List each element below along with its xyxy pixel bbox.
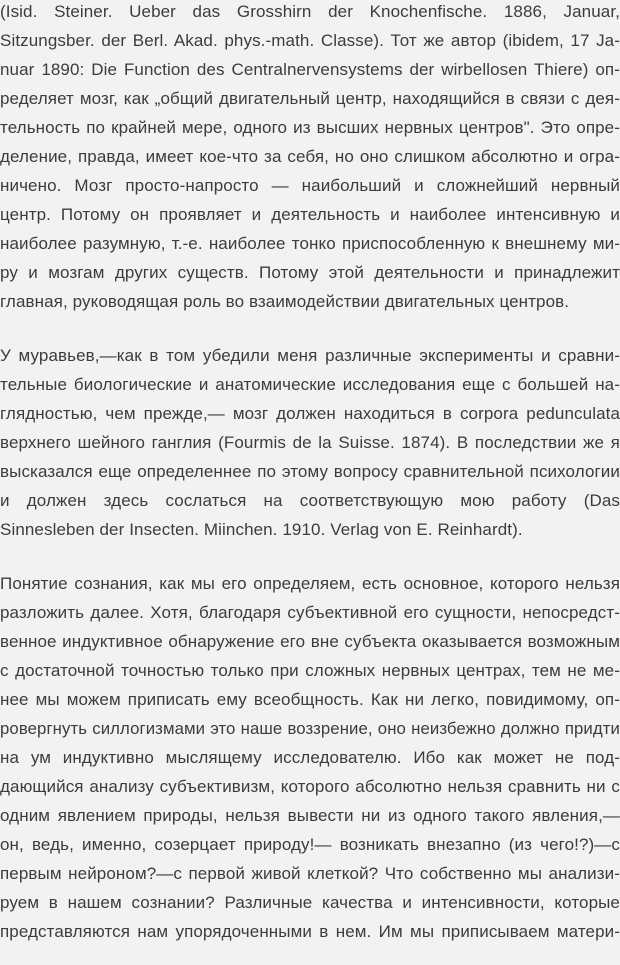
text-line: руем в нашем сознании? Различные качества и интенсивности, которые [0,893,620,912]
text-line: ровергнуть силлогизмами это наше воззрение, оно неизбежно должно придти [0,719,620,738]
text-line: первым нейроном?—с первой живой клеткой? Что собственно мы анализи- [0,864,620,883]
text-line: тельность по крайней мере, одного из высших нервных центров". Это опре- [0,118,620,137]
text-line: высказался еще определеннее по этому вопросу сравнительной психологии [0,462,620,481]
text-line: Sinnesleben der Insecten. Miinchen. 1910. Verlag von E. Reinhardt). [0,520,523,539]
text-line: одним явлением природы, нельзя вывести ни из одного такого явления,— [0,806,620,825]
text-line: ределяет мозг, как „общий двигательный центр, находящийся в связи с дея- [0,89,620,108]
text-line: верхнего шейного ганглия (Fourmis de la Suisse. 1874). В последствии же я [0,433,620,452]
text-line: глядностью, чем прежде,— мозг должен находиться в corpora pedunculata [0,404,620,423]
paragraph-1 [0,0,620,316]
text-line: центр. Потому он проявляет и деятельность и наиболее интенсивную и [0,205,620,224]
text-line: Понятие сознания, как мы его определяем, есть основное, которого нельзя [0,574,620,593]
text-line: Sitzungsber. der Berl. Akad. phys.-math. Classe). Тот же автор (ibidem, 17 Ja- [0,31,620,50]
text-line: ру и мозгам других существ. Потому этой деятельности и принадлежит [0,263,620,282]
text-line: он, ведь, именно, созерцает природу!— возникать внезапно (из чего!?)—с [0,835,620,854]
paragraph-3 [0,569,620,946]
text-line: ничено. Мозг просто-напросто — наибольший и сложнейший нервный [0,176,620,195]
text-line: венное индуктивное обнаружение его вне субъекта оказывается возможным [0,632,620,651]
text-line: представляются нам упорядоченными в нем. Им мы приписываем матери- [0,922,620,941]
text-line: деление, правда, имеет кое-что за себя, но оно слишком абсолютно и огра- [0,147,620,166]
text-line: на ум индуктивно мыслящему исследователю. Ибо как может не под- [0,748,620,767]
text-line: дающийся анализу субъективизм, которого абсолютно нельзя сравнить ни с [0,777,620,796]
text-line: и должен здесь сослаться на соответствующую мою работу (Das [0,491,620,510]
text-line: нее мы можем приписать ему всеобщность. Как ни легко, повидимому, оп- [0,690,620,709]
text-line: У муравьев,—как в том убедили меня различные эксперименты и сравни- [0,346,620,365]
text-line: наиболее разумную, т.-е. наиболее тонко приспособленную к внешнему ми- [0,234,620,253]
text-line: разложить далее. Хотя, благодаря субъективной его сущности, непосредст- [0,603,620,622]
text-line: главная, руководящая роль во взаимодействии двигательных центров. [0,292,570,311]
text-line: (Isid. Steiner. Ueber das Grosshirn der Knochenfische. 1886, Januar, [0,2,620,21]
text-line: nuar 1890: Die Function des Centralnervensystems der wirbellosen Thiere) оп- [0,60,620,79]
text-line: с достаточной точностью только при сложных нервных центрах, тем не ме- [0,661,620,680]
text-line: тельные биологические и анатомические исследования еще с большей на- [0,375,620,394]
paragraph-2 [0,341,620,544]
